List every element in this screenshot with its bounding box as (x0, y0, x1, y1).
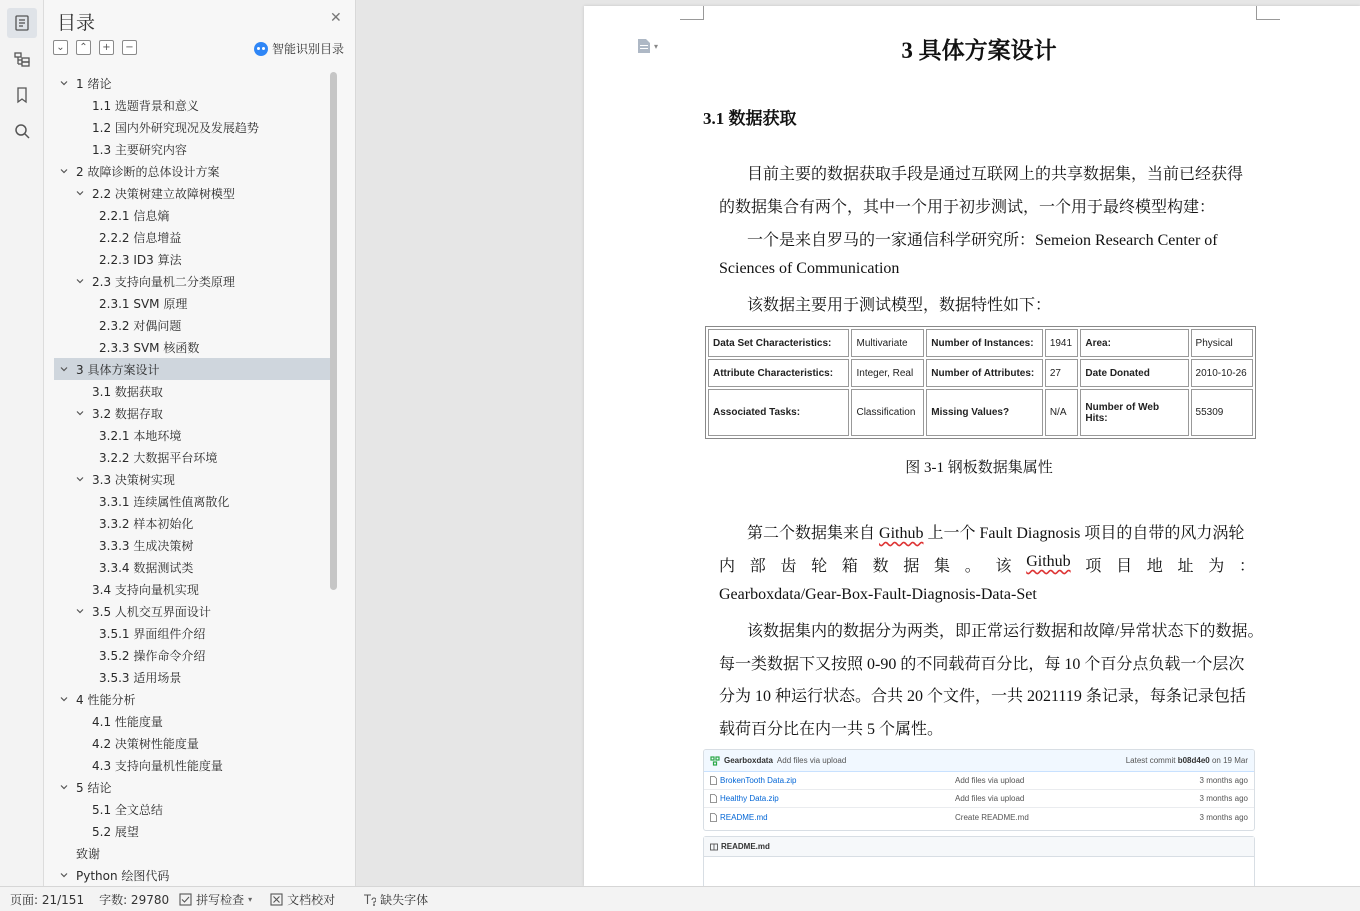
text-glyph: 地 (1146, 558, 1163, 575)
proofread-icon (270, 893, 283, 906)
chevron-down-icon[interactable] (58, 165, 70, 177)
toc-item-label: 致谢 (76, 846, 101, 861)
paragraph-4-line-2 (719, 553, 1255, 576)
text-glyph: 箱 (841, 558, 858, 575)
toc-item[interactable] (54, 292, 331, 314)
toc-item[interactable] (54, 358, 331, 380)
robot-icon (254, 42, 268, 56)
table-key-cell: Area: (1080, 329, 1188, 357)
toc-item[interactable] (54, 204, 331, 226)
file-icon (710, 813, 717, 822)
toc-item-label: 3.1 数据获取 (92, 384, 163, 399)
toc-item-label: 3.2 数据存取 (92, 406, 163, 421)
paragraph-5-line-4: 载荷百分比在内一共 5 个属性。 (719, 721, 944, 738)
table-row (708, 389, 1253, 436)
table-key-cell: Associated Tasks: (708, 389, 849, 436)
github-commit-header (704, 750, 1254, 772)
toc-item[interactable] (54, 820, 331, 842)
left-rail (0, 0, 44, 886)
add-heading-icon[interactable]: + (99, 40, 114, 55)
toc-item[interactable] (54, 754, 331, 776)
repo-icon (710, 756, 720, 766)
file-icon (710, 794, 717, 803)
toc-item[interactable] (54, 578, 331, 600)
dataset-attributes-table (705, 326, 1256, 439)
file-age: 3 months ago (1199, 812, 1248, 822)
status-bar (0, 886, 1360, 911)
book-icon (710, 843, 718, 851)
toc-item-label: 2.3 支持向量机二分类原理 (92, 274, 235, 289)
table-key-cell: Date Donated (1080, 359, 1188, 387)
toc-item-label: 1.1 选题背景和意义 (92, 98, 199, 113)
toc-item-label: 3.5 人机交互界面设计 (92, 604, 211, 619)
toc-item-label: 2.2.2 信息增益 (99, 230, 182, 245)
toc-item-label: 2.3.1 SVM 原理 (99, 296, 188, 311)
chevron-down-icon[interactable] (74, 407, 86, 419)
toc-item[interactable] (54, 94, 331, 116)
toc-item-label: 1.3 主要研究内容 (92, 142, 187, 157)
text-glyph: 该 (995, 558, 1012, 575)
paragraph-2-line-2: Sciences of Communication (719, 260, 900, 277)
toc-item[interactable] (54, 72, 331, 94)
toc-item[interactable] (54, 600, 331, 622)
missing-font-button[interactable]: 缺失字体 (363, 891, 428, 908)
chevron-down-icon[interactable] (58, 77, 70, 89)
checkbox-icon (179, 893, 192, 906)
toc-item-label: 3.2.2 大数据平台环境 (99, 450, 218, 465)
toc-item[interactable] (54, 864, 331, 886)
latest-commit: Latest commit b08d4e0 on 19 Mar (1125, 756, 1248, 765)
text-glyph: 部 (749, 558, 766, 575)
file-link[interactable]: Healthy Data.zip (710, 794, 955, 803)
toc-item-label: 1 绪论 (76, 76, 112, 91)
spelling-flag[interactable]: Github (879, 525, 924, 542)
toc-item[interactable] (54, 644, 331, 666)
document-page[interactable] (584, 6, 1360, 886)
toc-item[interactable] (54, 116, 331, 138)
file-age: 3 months ago (1199, 794, 1248, 803)
chevron-down-icon[interactable] (74, 473, 86, 485)
file-link[interactable]: BrokenTooth Data.zip (710, 776, 955, 785)
toc-panel (44, 0, 356, 886)
crop-mark-left (680, 6, 704, 20)
text-glyph: 址 (1177, 558, 1194, 575)
toc-item-label: 3.5.2 操作命令介绍 (99, 648, 206, 663)
toc-item-label: 5.2 展望 (92, 824, 139, 839)
toc-item-label: 5 结论 (76, 780, 112, 795)
paragraph-5-line-2: 每一类数据下又按照 0-90 的不同载荷百分比，每 10 个百分点负载一个层次 (719, 656, 1245, 673)
toc-item-label: 3 具体方案设计 (76, 362, 160, 377)
toc-item-label: 5.1 全文总结 (92, 802, 163, 817)
text-glyph: Github (1026, 553, 1071, 570)
toc-item[interactable] (54, 380, 331, 402)
text-glyph: 齿 (780, 558, 797, 575)
readme-panel (703, 836, 1255, 886)
github-file-list (703, 749, 1255, 831)
file-icon (710, 776, 717, 785)
toc-item-label: 3.3.3 生成决策树 (99, 538, 194, 553)
toc-item-label: 2 故障诊断的总体设计方案 (76, 164, 220, 179)
toc-item-label: 4.1 性能度量 (92, 714, 163, 729)
toc-item[interactable] (54, 182, 331, 204)
proofread-button[interactable]: 文档校对 (270, 891, 335, 908)
text-glyph: 内 (719, 558, 736, 575)
toc-item-label: 2.2.1 信息熵 (99, 208, 170, 223)
heading-1: 3 具体方案设计 (901, 38, 1057, 63)
close-icon[interactable]: ✕ (330, 10, 342, 26)
toc-item-label: 1.2 国内外研究现况及发展趋势 (92, 120, 259, 135)
toc-item[interactable] (54, 226, 331, 248)
spell-check-button[interactable]: 拼写检查 ▾ (179, 891, 252, 908)
toc-item-label: 4 性能分析 (76, 692, 136, 707)
toc-item[interactable] (54, 402, 331, 424)
toc-item-label: 2.2 决策树建立故障树模型 (92, 186, 235, 201)
text-glyph: 目 (1116, 558, 1133, 575)
chevron-down-icon[interactable] (58, 869, 70, 881)
text-glyph: 据 (903, 558, 920, 575)
toc-item-label: 2.2.3 ID3 算法 (99, 252, 182, 267)
table-key-cell: Data Set Characteristics: (708, 329, 849, 357)
toc-item[interactable] (54, 710, 331, 732)
text-glyph: 。 (964, 558, 981, 575)
chevron-down-icon[interactable] (58, 693, 70, 705)
toc-item-label: 2.3.3 SVM 核函数 (99, 340, 200, 355)
toc-item-label: 3.2.1 本地环境 (99, 428, 182, 443)
text-glyph: 轮 (811, 558, 828, 575)
paragraph-5-line-3: 分为 10 种运行状态。合共 20 个文件，一共 2021119 条记录，每条记录包括 (719, 688, 1246, 705)
paragraph-2-line-1: 一个是来自罗马的一家通信科学研究所：Semeion Research Center of (747, 232, 1218, 249)
toc-item[interactable] (54, 776, 331, 798)
commit-user[interactable]: Gearboxdata (724, 756, 773, 765)
toc-item[interactable] (54, 622, 331, 644)
table-value-cell: 55309 (1191, 389, 1253, 436)
toc-item[interactable] (54, 512, 331, 534)
search-icon[interactable] (7, 116, 37, 146)
readme-title: README.md (721, 842, 770, 851)
toc-item[interactable] (54, 314, 331, 336)
toc-item-label: 2.3.2 对偶问题 (99, 318, 182, 333)
toc-item-label: 4.3 支持向量机性能度量 (92, 758, 223, 773)
paragraph-4-line-1: 第二个数据集来自 Github 上一个 Fault Diagnosis 项目的自带的风力涡轮 (747, 525, 1245, 542)
toc-item[interactable] (54, 270, 331, 292)
toc-item-label: 3.3.2 样本初始化 (99, 516, 194, 531)
table-value-cell: 2010-10-26 (1191, 359, 1253, 387)
toc-item-label: 3.5.1 界面组件介绍 (99, 626, 206, 641)
toc-item[interactable] (54, 160, 331, 182)
chevron-down-icon[interactable] (74, 605, 86, 617)
toc-item[interactable] (54, 490, 331, 512)
toc-item[interactable] (54, 842, 331, 864)
toc-item-label: 3.5.3 适用场景 (99, 670, 182, 685)
text-glyph: 集 (934, 558, 951, 575)
paragraph-1-line-2: 的数据集合有两个，其中一个用于初步测试，一个用于最终模型构建： (719, 199, 1216, 216)
table-value-cell: Classification (851, 389, 924, 436)
text-glyph: 数 (872, 558, 889, 575)
toc-item-label: 3.3.4 数据测试类 (99, 560, 194, 575)
table-value-cell: 1941 (1045, 329, 1079, 357)
github-file-row (704, 808, 1254, 826)
figure-caption: 图 3-1 钢板数据集属性 (905, 460, 1053, 476)
heading-2: 3.1 数据获取 (703, 109, 797, 128)
table-value-cell: Physical (1191, 329, 1253, 357)
text-glyph: 项 (1085, 558, 1102, 575)
table-value-cell: Integer, Real (851, 359, 924, 387)
file-link[interactable]: README.md (710, 813, 955, 822)
toc-item[interactable] (54, 468, 331, 490)
table-value-cell: N/A (1045, 389, 1079, 436)
table-key-cell: Attribute Characteristics: (708, 359, 849, 387)
chevron-down-icon[interactable] (58, 363, 70, 375)
smart-toc-label: 智能识别目录 (272, 42, 345, 56)
paragraph-4-line-3: Gearboxdata/Gear-Box-Fault-Diagnosis-Data-Set (719, 586, 1037, 603)
collapse-all-icon[interactable]: ⌄ (53, 40, 68, 55)
table-key-cell: Missing Values? (926, 389, 1043, 436)
table-key-cell: Number of Instances: (926, 329, 1043, 357)
toc-item[interactable] (54, 534, 331, 556)
toc-scrollbar[interactable] (330, 72, 337, 590)
page-count[interactable]: 页面: 21/151 (10, 892, 85, 907)
table-value-cell: 27 (1045, 359, 1079, 387)
toc-toolbar (53, 40, 137, 55)
toc-item[interactable] (54, 732, 331, 754)
table-value-cell: Multivariate (851, 329, 924, 357)
paragraph-1-line-1: 目前主要的数据获取手段是通过互联网上的共享数据集，当前已经获得 (747, 166, 1244, 183)
toc-item-label: Python 绘图代码 (76, 868, 170, 883)
toc-list (54, 72, 339, 886)
toc-item[interactable] (54, 424, 331, 446)
toc-item[interactable] (54, 446, 331, 468)
github-file-row (704, 790, 1254, 808)
toc-icon[interactable] (7, 8, 37, 38)
toc-item[interactable] (54, 666, 331, 688)
table-row (708, 329, 1253, 357)
paragraph-3: 该数据主要用于测试模型，数据特性如下： (747, 297, 1052, 314)
file-commit-message: Add files via upload (955, 794, 1025, 803)
smart-toc-button[interactable] (254, 40, 344, 57)
text-glyph: 为 (1208, 558, 1225, 575)
chevron-down-icon[interactable] (58, 781, 70, 793)
toc-item[interactable] (54, 798, 331, 820)
toc-item-label: 3.3.1 连续属性值离散化 (99, 494, 230, 509)
toc-item[interactable] (54, 336, 331, 358)
paragraph-5-line-1: 该数据集内的数据分为两类，即正常运行数据和故障/异常状态下的数据。 (747, 623, 1264, 640)
toc-title: 目录 (57, 12, 96, 34)
commit-message: Add files via upload (776, 756, 847, 765)
word-count[interactable]: 字数: 29780 (99, 892, 170, 907)
table-key-cell: Number of Attributes: (926, 359, 1043, 387)
file-age: 3 months ago (1199, 776, 1248, 785)
file-commit-message: Create README.md (955, 812, 1029, 822)
file-commit-message: Add files via upload (955, 776, 1025, 785)
text-glyph: ： (1238, 558, 1255, 575)
chevron-down-icon[interactable] (74, 275, 86, 287)
expand-level-icon[interactable]: ⌃ (76, 40, 91, 55)
missing-font-icon (363, 893, 376, 906)
toc-item-label: 3.4 支持向量机实现 (92, 582, 199, 597)
toc-item[interactable] (54, 556, 331, 578)
table-key-cell: Number of Web Hits: (1080, 389, 1188, 436)
chevron-down-icon[interactable] (74, 187, 86, 199)
toc-item[interactable] (54, 248, 331, 270)
readme-header (704, 837, 1254, 857)
toc-item[interactable] (54, 688, 331, 710)
github-file-row (704, 772, 1254, 790)
bookmark-icon[interactable] (7, 80, 37, 110)
toc-item-label: 4.2 决策树性能度量 (92, 736, 199, 751)
table-row (708, 359, 1253, 387)
navigation-icon[interactable] (7, 44, 37, 74)
remove-heading-icon[interactable]: − (122, 40, 137, 55)
toc-item[interactable] (54, 138, 331, 160)
crop-mark-right (1256, 6, 1280, 20)
toc-item-label: 3.3 决策树实现 (92, 472, 175, 487)
page-options-icon[interactable]: ▾ (637, 38, 658, 54)
